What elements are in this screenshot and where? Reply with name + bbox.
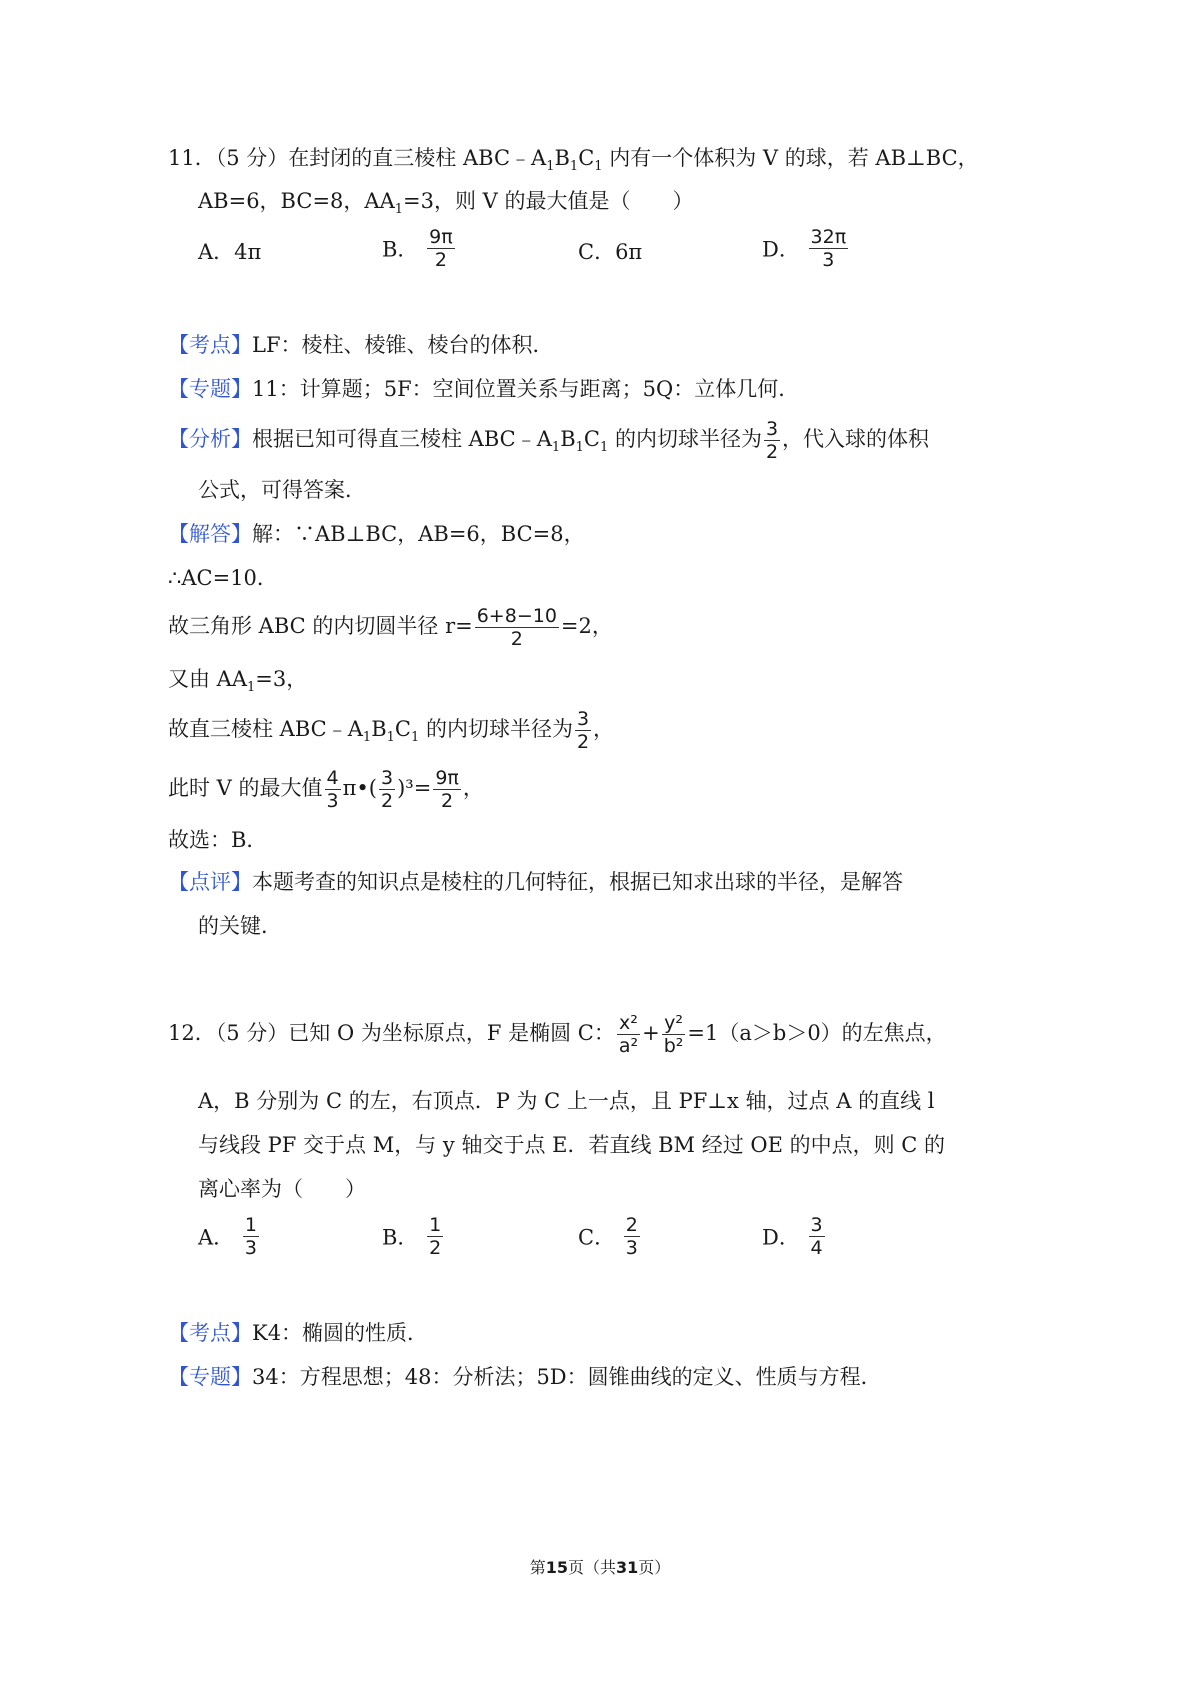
q11-option-b: B． $\frac{9\pi}{2}$ [382,226,453,271]
q12-option-d: D． $\frac{3}{4}$ [762,1214,823,1259]
q12-line2: A，B 分别为 C 的左，右顶点．P 为 C 上一点，且 PF⊥x 轴，过点 A 的直线 l [198,1089,935,1113]
a12-kaodian: 【考点】K4：椭圆的性质． [168,1321,429,1345]
q12-option-c: C． $\frac{2}{3}$ [578,1214,638,1259]
a11-jieda-line3: 故三角形 ABC 的内切圆半径 r= $\frac{6+8-10}{2}$ =2， [168,605,613,650]
a11-fenxi-line1: 【分析】根据已知可得直三棱柱 $ABC﹣A_1B_1C_1$ 的内切球半径为 $\frac{3}{2}$ ，代入球的体积 [168,418,930,463]
q12-option-a: A． $\frac{1}{3}$ [198,1214,257,1259]
q12-line1: 12．（5 分）已知 O 为坐标原点，F 是椭圆 C： $\frac{\text{x²}}{\text{a²}}$ + $\frac{\text{y²}}{\text{b²}}$ =1（a＞b＞0）的左焦点， [168,1012,947,1057]
page-number: 15 [545,1558,568,1577]
a11-jieda-line2: ∴AC=10． [168,566,278,590]
q11-option-c: C．6π [578,240,643,264]
a12-zhuanti: 【专题】34：方程思想；48：分析法；5D：圆锥曲线的定义、性质与方程． [168,1365,882,1389]
a11-jieda-line6: 此时 V 的最大值 $\frac{4}{3}$ π•( $\frac{3}{2}$ )³= $\frac{9\pi}{2}$ ， [168,767,484,812]
q11-line1: 11．（5 分）在封闭的直三棱柱 $ABC﹣A_1B_1C_1$ 内有一个体积为 V 的球，若 AB⊥BC， [168,146,979,175]
q12-line3: 与线段 PF 交于点 M，与 y 轴交于点 E．若直线 BM 经过 OE 的中点，则 C 的 [198,1133,946,1157]
q11-option-a: A．4π [198,240,262,264]
q11-line2: AB=6，BC=8，$AA_1=3$，则 V 的最大值是（ ） [198,189,694,218]
a11-jieda-line7: 故选：B． [168,828,268,852]
page-footer: 第15页（共31页） [529,1558,671,1577]
q12-option-b: B． $\frac{1}{2}$ [382,1214,442,1259]
a11-dianping-line1: 【点评】本题考查的知识点是棱柱的几何特征，根据已知求出球的半径，是解答 [168,870,903,894]
a11-dianping-line2: 的关键． [198,914,282,938]
q11-option-d: D． $\frac{32\pi}{3}$ [762,226,847,271]
q12-line4: 离心率为（ ） [198,1177,366,1201]
page-total: 31 [616,1558,639,1577]
a11-jieda-line1: 【解答】解：∵AB⊥BC，AB=6，BC=8， [168,522,585,546]
a11-kaodian: 【考点】LF：棱柱、棱锥、棱台的体积． [168,333,554,357]
a11-fenxi-line2: 公式，可得答案． [198,478,366,502]
a11-zhuanti: 【专题】11：计算题；5F：空间位置关系与距离；5Q：立体几何． [168,377,800,401]
a11-jieda-line4: 又由 $AA_1=3$， [168,667,308,696]
a11-jieda-line5: 故直三棱柱 $ABC﹣A_1B_1C_1$ 的内切球半径为 $\frac{3}{2}$ ， [168,708,615,753]
